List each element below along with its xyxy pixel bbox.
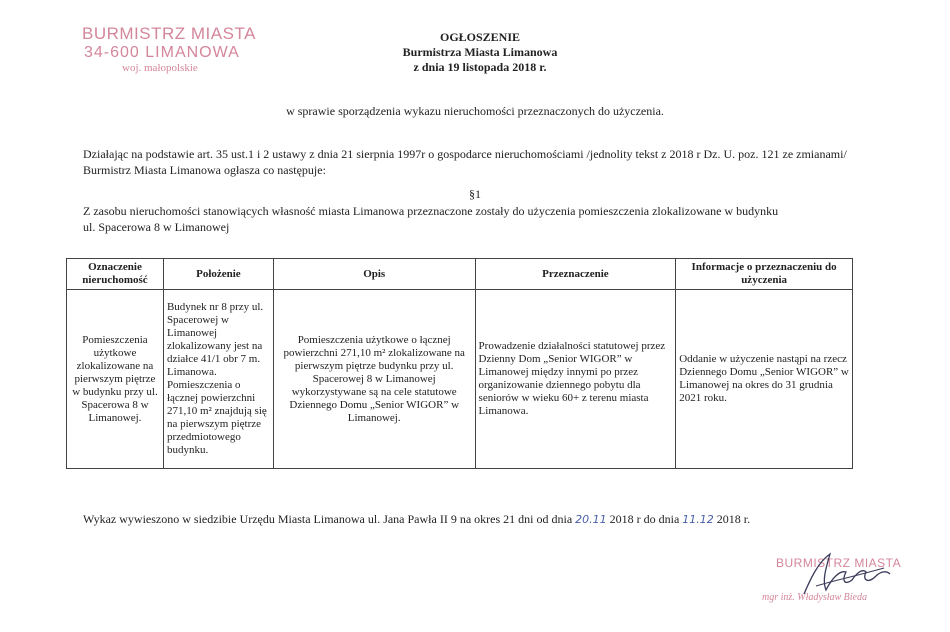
cell-location: Budynek nr 8 przy ul. Spacerowej w Limanowej zlokalizowany jest na działce 41/1 obr 7 m. Limanowa. Pomieszczenia o łącznej powierzchni 271,10 m² znajdują się na pierwszym piętrze przedmiotowego budynku. — [163, 290, 273, 469]
cell-lending-info: Oddanie w użyczenie nastąpi na rzecz Dziennego Domu „Senior WIGOR” w Limanowej na okres do 31 grudnia 2021 roku. — [676, 290, 853, 469]
header-description: Opis — [273, 259, 475, 290]
handwritten-signature — [796, 550, 896, 600]
cell-description: Pomieszczenia użytkowe o łącznej powierzchni 271,10 m² zlokalizowane na pierwszym piętrze budynku przy ul. Spacerowej 8 w Limanowej wykorzystywane są na cele statutowe Dziennego Domu „Senior WIGOR” w Limanowej. — [273, 290, 475, 469]
section-mark: §1 — [469, 187, 481, 201]
table-header-row — [67, 259, 853, 290]
intro-line-2: Burmistrz Miasta Limanowa ogłasza co następuje: — [83, 163, 326, 177]
posting-text-2: 2018 r do dnia — [606, 512, 683, 526]
table-row — [67, 290, 853, 469]
cell-designation: Pomieszczenia użytkowe zlokalizowane na pierwszym piętrze w budynku przy ul. Spacerowa 8 w Limanowej. — [67, 290, 164, 469]
document-subject: w sprawie sporządzenia wykazu nieruchomości przeznaczonych do użyczenia. — [286, 104, 664, 118]
header-lending-info: Informacje o przeznaczeniu do użyczenia — [676, 259, 853, 290]
official-stamp — [82, 24, 256, 75]
signature-title: BURMISTRZ MIASTA — [776, 556, 902, 570]
document-authority: Burmistrza Miasta Limanowa — [402, 45, 558, 59]
stamp-line-3: woj. małopolskie — [122, 61, 198, 74]
section-line-1: Z zasobu nieruchomości stanowiących własność miasta Limanowa przeznaczone zostały do użyczenia pomieszczenia zlokalizowane w budynku — [83, 204, 779, 218]
stamp-line-2: 34-600 LIMANOWA — [84, 43, 240, 61]
header-designation: Oznaczenie nieruchomość — [67, 259, 164, 290]
signature-name: mgr inż. Władysław Bieda — [762, 592, 867, 603]
posting-text-3: 2018 r. — [713, 512, 751, 526]
section-paragraph — [83, 203, 903, 235]
stamp-line-1: BURMISTRZ MIASTA — [82, 24, 256, 43]
cell-purpose: Prowadzenie działalności statutowej przez Dzienny Dom „Senior WIGOR” w Limanowej między innymi po przez organizowanie dziennego pobytu dla seniorów w wieku 60+ z terenu miasta Limanowa. — [475, 290, 676, 469]
posting-notice — [83, 512, 750, 527]
header-location: Położenie — [163, 259, 273, 290]
header-purpose: Przeznaczenie — [475, 259, 676, 290]
date-to-handwritten: 11.12 — [682, 513, 714, 526]
document-header — [300, 30, 660, 75]
property-table — [66, 258, 853, 469]
date-from-handwritten: 20.11 — [575, 513, 607, 526]
document-title: OGŁOSZENIE — [439, 30, 521, 44]
document-date: z dnia 19 listopada 2018 r. — [413, 60, 547, 74]
signature-stamp — [760, 552, 910, 612]
posting-text-1: Wykaz wywieszono w siedzibie Urzędu Miasta Limanowa ul. Jana Pawła II 9 na okres 21 dni od dnia — [83, 512, 576, 526]
intro-line-1: Działając na podstawie art. 35 ust.1 i 2 ustawy z dnia 21 sierpnia 1997r o gospodarce nieruchomościami /jednolity tekst z 2018 r Dz. U. poz. 121 ze zmianami/ — [83, 147, 847, 161]
intro-paragraph — [83, 146, 903, 178]
section-line-2: ul. Spacerowa 8 w Limanowej — [83, 220, 230, 234]
